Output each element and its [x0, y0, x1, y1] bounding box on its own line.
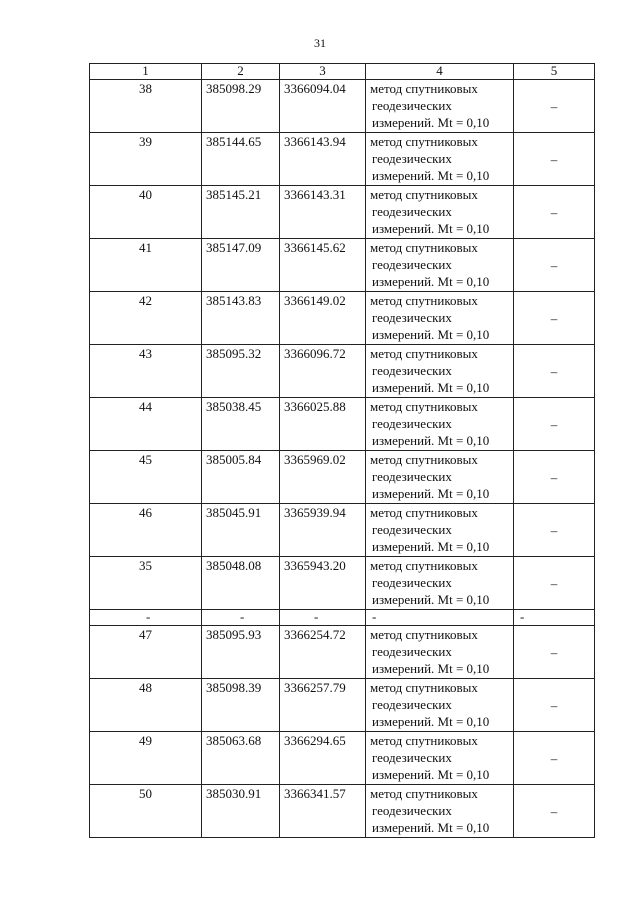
table-row [90, 626, 595, 679]
point-number-cell: 42 [90, 292, 202, 345]
method-line: геодезических [372, 363, 452, 378]
method-line: измерений. Mt = 0,10 [372, 661, 490, 676]
method-line: метод спутниковых [370, 733, 478, 748]
method-line: метод спутниковых [370, 452, 478, 467]
y-coordinate-cell: 3366254.72 [280, 626, 366, 679]
table-row [90, 186, 595, 239]
y-coordinate-cell: 3366096.72 [280, 345, 366, 398]
method-cell [366, 451, 514, 504]
y-coordinate-cell: 3366341.57 [280, 785, 366, 838]
x-coordinate-cell: 385030.91 [202, 785, 280, 838]
table-row [90, 398, 595, 451]
col5-cell: – [514, 557, 595, 610]
y-coordinate-cell: 3366143.94 [280, 133, 366, 186]
point-number-cell: 46 [90, 504, 202, 557]
point-number-cell: 40 [90, 186, 202, 239]
header-col-3: 3 [280, 64, 366, 80]
table-row [90, 239, 595, 292]
method-cell [366, 732, 514, 785]
table-row [90, 292, 595, 345]
table-row [90, 504, 595, 557]
y-coordinate-cell: 3366143.31 [280, 186, 366, 239]
method-cell [366, 626, 514, 679]
method-line: геодезических [372, 522, 452, 537]
method-cell [366, 557, 514, 610]
col5-cell: – [514, 679, 595, 732]
col5-cell: – [514, 80, 595, 133]
col5-cell: – [514, 292, 595, 345]
method-line: геодезических [372, 644, 452, 659]
method-cell [366, 504, 514, 557]
col5-cell: – [514, 626, 595, 679]
point-number-cell: 43 [90, 345, 202, 398]
method-line: геодезических [372, 257, 452, 272]
separator-cell: - [90, 610, 202, 626]
method-line: измерений. Mt = 0,10 [372, 714, 490, 729]
separator-row [90, 610, 595, 626]
method-line: метод спутниковых [370, 187, 478, 202]
y-coordinate-cell: 3366149.02 [280, 292, 366, 345]
point-number-cell: 39 [90, 133, 202, 186]
header-col-4: 4 [366, 64, 514, 80]
table-row [90, 557, 595, 610]
method-line: метод спутниковых [370, 505, 478, 520]
y-coordinate-cell: 3366257.79 [280, 679, 366, 732]
table-row [90, 80, 595, 133]
method-line: метод спутниковых [370, 293, 478, 308]
y-coordinate-cell: 3365939.94 [280, 504, 366, 557]
method-line: измерений. Mt = 0,10 [372, 486, 490, 501]
col5-cell: – [514, 504, 595, 557]
point-number-cell: 44 [90, 398, 202, 451]
method-line: метод спутниковых [370, 558, 478, 573]
x-coordinate-cell: 385143.83 [202, 292, 280, 345]
table-row [90, 732, 595, 785]
method-cell [366, 186, 514, 239]
point-number-cell: 41 [90, 239, 202, 292]
method-cell [366, 398, 514, 451]
method-line: геодезических [372, 416, 452, 431]
method-line: метод спутниковых [370, 627, 478, 642]
method-line: метод спутниковых [370, 680, 478, 695]
x-coordinate-cell: 385045.91 [202, 504, 280, 557]
method-line: измерений. Mt = 0,10 [372, 115, 490, 130]
x-coordinate-cell: 385038.45 [202, 398, 280, 451]
y-coordinate-cell: 3365969.02 [280, 451, 366, 504]
col5-cell: – [514, 398, 595, 451]
x-coordinate-cell: 385098.29 [202, 80, 280, 133]
method-line: измерений. Mt = 0,10 [372, 168, 490, 183]
method-line: геодезических [372, 151, 452, 166]
y-coordinate-cell: 3366094.04 [280, 80, 366, 133]
x-coordinate-cell: 385147.09 [202, 239, 280, 292]
method-line: геодезических [372, 697, 452, 712]
col5-cell: – [514, 239, 595, 292]
separator-cell: - [514, 610, 595, 626]
method-line: метод спутниковых [370, 134, 478, 149]
method-cell [366, 785, 514, 838]
y-coordinate-cell: 3366294.65 [280, 732, 366, 785]
method-line: геодезических [372, 750, 452, 765]
method-line: измерений. Mt = 0,10 [372, 767, 490, 782]
col5-cell: – [514, 345, 595, 398]
method-cell [366, 80, 514, 133]
y-coordinate-cell: 3366025.88 [280, 398, 366, 451]
col5-cell: – [514, 732, 595, 785]
method-line: измерений. Mt = 0,10 [372, 221, 490, 236]
method-line: измерений. Mt = 0,10 [372, 327, 490, 342]
point-number-cell: 47 [90, 626, 202, 679]
method-cell [366, 679, 514, 732]
separator-cell: - [202, 610, 280, 626]
x-coordinate-cell: 385005.84 [202, 451, 280, 504]
method-cell [366, 239, 514, 292]
method-cell [366, 345, 514, 398]
method-line: геодезических [372, 310, 452, 325]
col5-cell: – [514, 451, 595, 504]
header-col-1: 1 [90, 64, 202, 80]
method-cell [366, 292, 514, 345]
table-row [90, 451, 595, 504]
point-number-cell: 45 [90, 451, 202, 504]
separator-cell: - [366, 610, 514, 626]
method-line: геодезических [372, 803, 452, 818]
point-number-cell: 38 [90, 80, 202, 133]
header-row [90, 64, 595, 80]
x-coordinate-cell: 385144.65 [202, 133, 280, 186]
col5-cell: – [514, 133, 595, 186]
y-coordinate-cell: 3365943.20 [280, 557, 366, 610]
point-number-cell: 35 [90, 557, 202, 610]
separator-cell: - [280, 610, 366, 626]
x-coordinate-cell: 385048.08 [202, 557, 280, 610]
y-coordinate-cell: 3366145.62 [280, 239, 366, 292]
point-number-cell: 49 [90, 732, 202, 785]
method-line: геодезических [372, 204, 452, 219]
table-row [90, 679, 595, 732]
point-number-cell: 50 [90, 785, 202, 838]
col5-cell: – [514, 186, 595, 239]
method-line: измерений. Mt = 0,10 [372, 433, 490, 448]
method-line: измерений. Mt = 0,10 [372, 274, 490, 289]
method-line: метод спутниковых [370, 399, 478, 414]
header-col-5: 5 [514, 64, 595, 80]
coordinates-table [89, 63, 595, 838]
table-row [90, 133, 595, 186]
point-number-cell: 48 [90, 679, 202, 732]
x-coordinate-cell: 385095.32 [202, 345, 280, 398]
x-coordinate-cell: 385145.21 [202, 186, 280, 239]
method-line: метод спутниковых [370, 81, 478, 96]
x-coordinate-cell: 385098.39 [202, 679, 280, 732]
method-line: геодезических [372, 469, 452, 484]
method-line: измерений. Mt = 0,10 [372, 539, 490, 554]
header-col-2: 2 [202, 64, 280, 80]
x-coordinate-cell: 385063.68 [202, 732, 280, 785]
method-line: метод спутниковых [370, 240, 478, 255]
method-cell [366, 133, 514, 186]
method-line: метод спутниковых [370, 786, 478, 801]
table-row [90, 345, 595, 398]
x-coordinate-cell: 385095.93 [202, 626, 280, 679]
method-line: геодезических [372, 98, 452, 113]
page-number: 31 [314, 36, 326, 50]
method-line: метод спутниковых [370, 346, 478, 361]
col5-cell: – [514, 785, 595, 838]
method-line: измерений. Mt = 0,10 [372, 592, 490, 607]
table-row [90, 785, 595, 838]
method-line: измерений. Mt = 0,10 [372, 820, 490, 835]
table-body [90, 80, 595, 838]
method-line: измерений. Mt = 0,10 [372, 380, 490, 395]
method-line: геодезических [372, 575, 452, 590]
